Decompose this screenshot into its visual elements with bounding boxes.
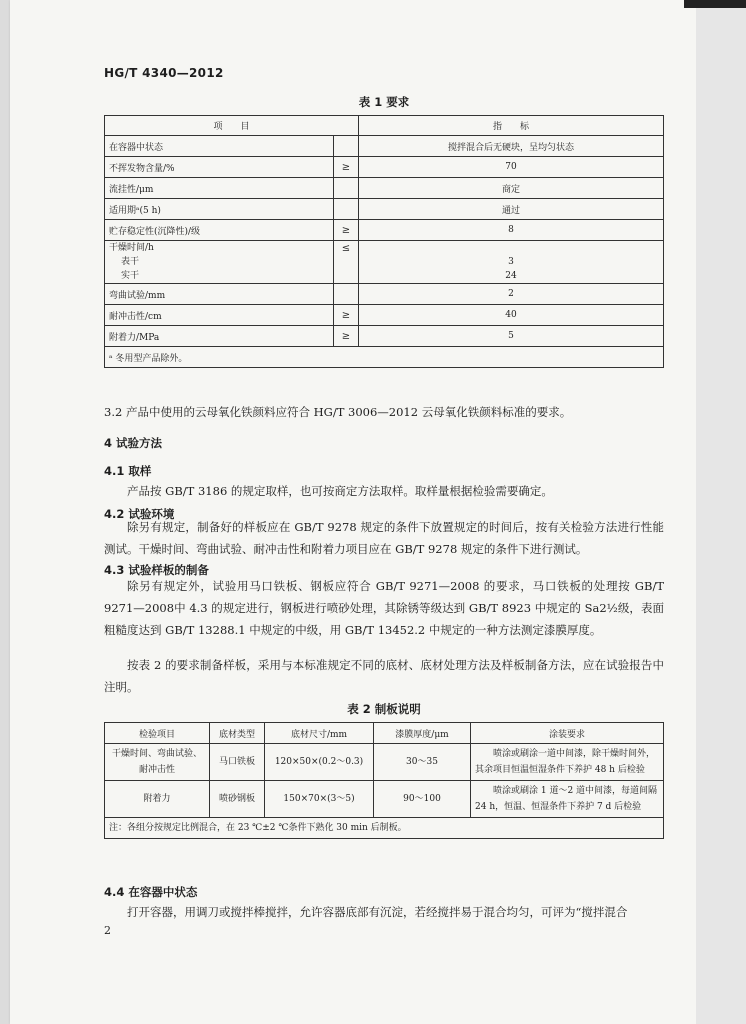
table1-header-index: 指 标 — [359, 116, 664, 136]
section-4-heading: 4 试验方法 — [104, 436, 163, 450]
section-4-1-heading: 4.1 取样 — [104, 464, 152, 478]
clause-4-3-text-b: 按表 2 的要求制备样板，采用与本标准规定不同的底材、底材处理方法及样板制备方法，应在试验报告中注明。 — [104, 658, 664, 694]
section-4-4-heading: 4.4 在容器中状态 — [104, 885, 198, 899]
table2-header-size: 底材尺寸/mm — [265, 723, 374, 744]
clause-4-1-text: 产品按 GB/T 3186 的规定取样，也可按商定方法取样。取样量根据检验需要确定。 — [127, 484, 553, 498]
table2-caption: 表 2 制板说明 — [347, 702, 421, 716]
requirements-table — [104, 115, 664, 368]
table-row: 附着力 喷砂钢板 150×70×(3～5) 90～100 喷涂或刷涂 1 道～2 道中间漆，每道间隔 24 h，恒温、恒湿条件下养护 7 d 后检验 — [105, 781, 664, 818]
table-row-drying-time — [105, 241, 664, 284]
section-4-2-heading: 4.2 试验环境 — [104, 507, 175, 521]
clause-3-2: 3.2 产品中使用的云母氧化铁颜料应符合 HG/T 3006—2012 云母氧化铁颜料标准的要求。 — [104, 405, 572, 419]
table-row: 适用期ᵃ(5 h) 通过 — [105, 199, 664, 220]
table1-header-item: 项 目 — [105, 116, 359, 136]
table-row: 在容器中状态 搅拌混合后无硬块，呈均匀状态 — [105, 136, 664, 157]
panel-prep-table — [104, 722, 664, 839]
table2-header-thickness: 漆膜厚度/μm — [374, 723, 471, 744]
clause-4-2-text: 除另有规定，制备好的样板应在 GB/T 9278 规定的条件下放置规定的时间后，按有关检验方法进行性能测试。干燥时间、弯曲试验、耐冲击性和附着力项目应在 GB/T 9278 规定的条件下进行测试。 — [104, 520, 664, 556]
table2-header-substrate: 底材类型 — [210, 723, 265, 744]
drying-time-label: 干燥时间/h — [109, 243, 154, 253]
clause-4-3-text-a: 除另有规定外，试验用马口铁板、钢板应符合 GB/T 9271—2008 的要求，马口铁板的处理按 GB/T 9271—2008中 4.3 的规定进行，钢板进行喷砂处理，其除锈等级达到 GB/T 8923 中规定的 Sa2½级，表面粗糙度达到 GB/T 13288.1 中规定的中级，用 GB/T 13452.2 中规定的一种方法测定漆膜厚度。 — [104, 579, 664, 637]
surface-dry-label: 表干 — [121, 257, 140, 267]
hard-dry-value: 24 — [505, 271, 517, 281]
table2-note: 注：各组分按规定比例混合，在 23 ℃±2 ℃条件下熟化 30 min 后制板。 — [105, 818, 664, 839]
section-4-3-heading: 4.3 试验样板的制备 — [104, 563, 209, 577]
table-row: 流挂性/μm 商定 — [105, 178, 664, 199]
scan-edge — [696, 0, 746, 1024]
drying-sym: ≤ — [334, 241, 359, 284]
table2-header-requirements: 涂装要求 — [471, 723, 664, 744]
table-row: 耐冲击性/cm ≥ 40 — [105, 305, 664, 326]
table-row: 不挥发物含量/% ≥ 70 — [105, 157, 664, 178]
hard-dry-label: 实干 — [121, 271, 140, 281]
standard-code: HG/T 4340—2012 — [104, 66, 224, 80]
table-row: 干燥时间、弯曲试验、耐冲击性 马口铁板 120×50×(0.2～0.3) 30～35 喷涂或刷涂一道中间漆，除干燥时间外，其余项目恒温恒湿条件下养护 48 h 后检验 — [105, 744, 664, 781]
table-row: 附着力/MPa ≥ 5 — [105, 326, 664, 347]
table-row: 贮存稳定性(沉降性)/级 ≥ 8 — [105, 220, 664, 241]
table1-caption: 表 1 要求 — [358, 95, 410, 109]
table2-header-item: 检验项目 — [105, 723, 210, 744]
surface-dry-value: 3 — [508, 257, 514, 267]
clause-4-4-text: 打开容器，用调刀或搅拌棒搅拌，允许容器底部有沉淀，若经搅拌易于混合均匀，可评为“搅拌混合 — [127, 905, 628, 919]
page-number: 2 — [104, 924, 111, 937]
scan-edge-top — [684, 0, 746, 8]
table1-footnote: ᵃ 冬用型产品除外。 — [105, 347, 664, 368]
table-row: 弯曲试验/mm 2 — [105, 284, 664, 305]
